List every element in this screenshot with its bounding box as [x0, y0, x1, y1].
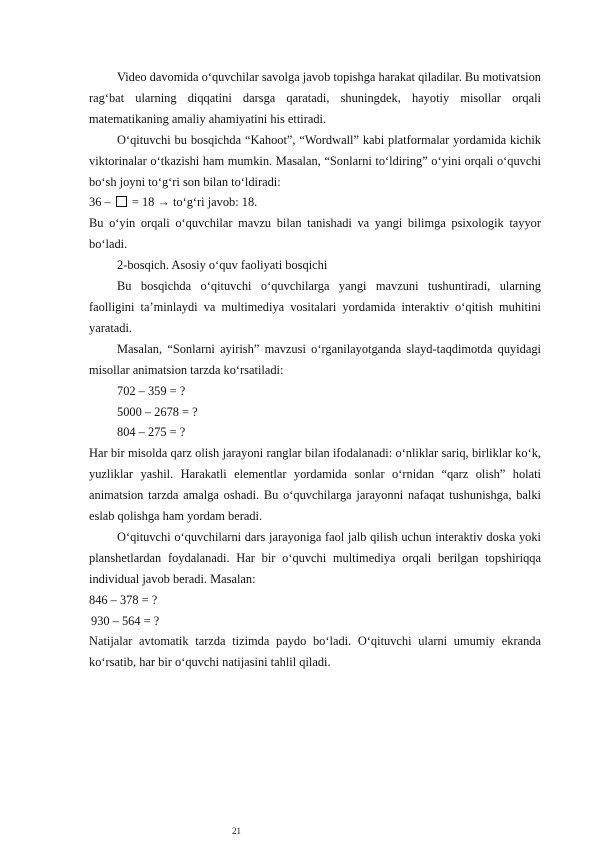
- equation-line: [89, 192, 541, 213]
- paragraph-borrowing: Har bir misolda qarz olish jarayoni ranglar bilan ifodalanadi: o‘nliklar sariq, birliklar ko‘k, yuzliklar yashil. Harakatli elementlar yordamida sonlar o‘rnidan “qarz olish” holati animatsion tarzda amalga oshadi. Bu o‘quvchilarga jarayonni nafaqat tushunishga, balki eslab qolishga ham yordam beradi.: [89, 446, 541, 524]
- equation-right: = 18 → to‘g‘ri javob: 18.: [131, 195, 258, 210]
- equation-left: 36 –: [89, 195, 111, 210]
- section-heading-stage-2: 2-bosqich. Asosiy o‘quv faoliyati bosqichi: [117, 258, 328, 273]
- page-number: 21: [232, 826, 241, 836]
- paragraph-stage-2-desc: Bu bosqichda o‘qituvchi o‘quvchilarga yangi mavzuni tushuntiradi, ularning faolligini ta’minlaydi va multimediya vositalari yordamida interaktiv o‘qitish muhitini yaratadi.: [89, 279, 541, 335]
- paragraph-interactive-board: O‘qituvchi o‘quvchilarni dars jarayoniga faol jalb qilish uchun interaktiv doska yoki planshetlardan foydalanadi. Har bir o‘quvchi multimediya orqali berilgan topshiriqqa individual javob beradi. Masalan:: [89, 529, 541, 586]
- paragraph-video-motivation: Video davomida o‘quvchilar savolga javob topishga harakat qiladilar. Bu motivatsion rag‘bat ularning diqqatini darsga qaratadi, shuningdek, hayotiy misollar orqali matematikaning amaliy ahamiyatini his ettiradi.: [89, 70, 541, 126]
- paragraph-results: Natijalar avtomatik tarzda tizimda paydo bo‘ladi. O‘qituvchi ularni umumiy ekranda ko‘rsatib, har bir o‘quvchi natijasini tahlil qiladi.: [89, 634, 541, 670]
- example-problem-4: 846 – 378 = ?: [89, 592, 158, 607]
- paragraph-game-result: Bu o‘yin orqali o‘quvchilar mavzu bilan tanishadi va yangi bilimga psixologik tayyor bo‘ladi.: [89, 216, 541, 252]
- example-problem-1: 702 – 359 = ?: [117, 383, 186, 398]
- example-problem-5: 930 – 564 = ?: [91, 613, 160, 628]
- paragraph-platforms: O‘qituvchi bu bosqichda “Kahoot”, “Wordwall” kabi platformalar yordamida kichik viktorinalar o‘tkazishi ham mumkin. Masalan, “Sonlarni to‘ldiring” o‘yini orqali o‘quvchi bo‘sh joyni to‘g‘ri son bilan to‘ldiradi:: [89, 132, 541, 189]
- document-body: [89, 67, 541, 673]
- blank-box-icon: [116, 196, 127, 207]
- paragraph-example-intro: Masalan, “Sonlarni ayirish” mavzusi o‘rganilayotganda slayd-taqdimotda quyidagi misollar animatsion tarzda ko‘rsatiladi:: [89, 341, 541, 377]
- example-problem-3: 804 – 275 = ?: [117, 425, 186, 440]
- example-problem-2: 5000 – 2678 = ?: [117, 404, 198, 419]
